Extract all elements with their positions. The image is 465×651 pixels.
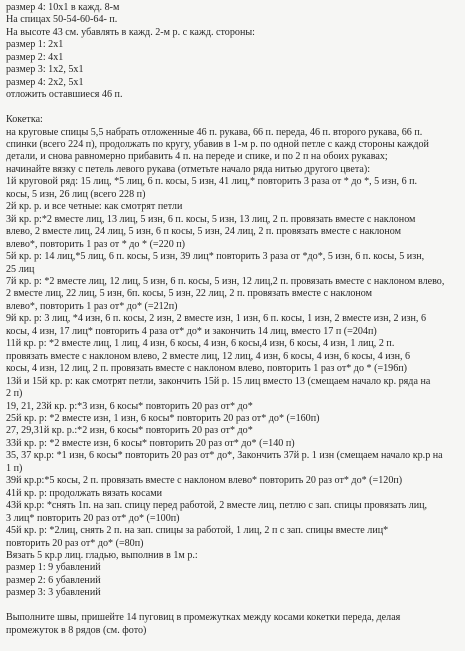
text-line: 1й круговой ряд: 15 лиц, *5 лиц, 6 п. косы, 5 изн, 41 лиц,* повторить 3 раза от * до *, 5 изн, 6 п. <box>6 176 418 188</box>
text-line: начинайте вязку с петель левого рукава (отметьте начало ряда нитью другого цвета): <box>6 163 371 175</box>
text-line: 41й кр. р: продолжать вязать косами <box>6 487 162 499</box>
text-line: размер 4: 2х2, 5х1 <box>6 76 84 88</box>
text-line: провязать вместе с наклоном влево, 2 вместе лиц, 12 лиц, 4 изн, 6 косы, 4 изн, 6 косы, 4 изн, 6 <box>6 350 411 362</box>
text-line: 27, 29,31й кр. р.:*2 изн, 6 косы* повторить 20 раз от* до* <box>6 425 253 437</box>
text-line: 3й кр. р:*2 вместе лиц, 13 лиц, 5 изн, 6 п. косы, 5 изн, 13 лиц, 2 п. провязать вместе с наклоном <box>6 213 416 225</box>
text-line: 2 вместе лиц, 22 лиц, 5 изн, 6п. косы, 5 изн, 22 лиц, 2 п. провязать вместе с наклоном <box>6 288 373 300</box>
text-line: 19, 21, 23й кр. р:*3 изн, 6 косы* повторить 20 раз от* до* <box>6 400 253 412</box>
text-line: 7й кр. р: *2 вместе лиц, 12 лиц, 5 изн, 6 п. косы, 5 изн, 12 лиц,2 п. провязать вместе с наклоном влево, <box>6 276 445 288</box>
text-line: На высоте 43 см. убавлять в кажд. 2-м р. с кажд. стороны: <box>6 26 255 38</box>
yoke-section <box>6 114 458 600</box>
text-line: 39й кр.р:*5 косы, 2 п. провязать вместе с наклоном влево* повторить 20 раз от* до* (=120п) <box>6 475 403 487</box>
text-line: 13й и 15й кр. р: как смотрят петли, закончить 15й р. 15 лиц вместо 13 (смещаем начало кр. ряда на <box>6 375 431 387</box>
text-line: промежуток в 8 рядов (см. фото) <box>6 624 147 636</box>
text-line: косы, 5 изн, 26 лиц (всего 228 п) <box>6 188 146 200</box>
text-line: 35, 37 кр.р: *1 изн, 6 косы* повторить 20 раз от* до*, Закончить 37й р. 1 изн (смещаем начало кр.р на <box>6 450 443 462</box>
text-line: размер 2: 6 убавлений <box>6 574 101 586</box>
text-line: спинки (всего 224 п), продолжать по кругу, убавив в 1-м р. по одной петле с кажд стороны каждой <box>6 139 429 151</box>
text-line: 2й кр. р. и все четные: как смотрят петли <box>6 201 183 213</box>
text-line: 1 п) <box>6 462 23 474</box>
text-line: косы, 4 изн, 12 лиц, 2 п. провязать вместе с наклоном влево, повторить 1 раз от* до * (=196п) <box>6 363 408 375</box>
text-line: 5й кр. р: 14 лиц,*5 лиц, 6 п. косы, 5 изн, 39 лиц* повторить 3 раза от *до*, 5 изн, 6 п. косы, 5 изн, <box>6 251 425 263</box>
text-line: 11й кр. р: *2 вместе лиц, 1 лиц, 4 изн, 6 косы, 4 изн, 6 косы,4 изн, 6 косы, 4 изн, 1 лиц, 2 п. <box>6 338 395 350</box>
text-line: влево*, повторить 1 раз от * до * (=220 п) <box>6 238 186 250</box>
text-line: 33й кр. р: *2 вместе изн, 6 косы* повторить 20 раз от* до* (=140 п) <box>6 437 295 449</box>
text-line: размер 3: 3 убавлений <box>6 587 101 599</box>
text-line: размер 1: 9 убавлений <box>6 562 101 574</box>
text-line: 45й кр. р: *2лиц, снять 2 п. на зап. спицы за работой, 1 лиц, 2 п с зап. спицы вместе лиц* <box>6 525 389 537</box>
text-line: 2 п) <box>6 388 23 400</box>
sleeve-decreases-section <box>6 2 458 102</box>
pattern-instructions <box>6 2 458 637</box>
text-line: отложить оставшиеся 46 п. <box>6 89 123 101</box>
text-line: размер 4: 10х1 в кажд. 8-м <box>6 2 120 13</box>
section-heading: Кокетка: <box>6 114 43 126</box>
text-line: влево*, повторить 1 раз от* до* (=212п) <box>6 300 178 312</box>
text-line: размер 3: 1х2, 5х1 <box>6 64 84 76</box>
text-line: 25 лиц <box>6 263 35 275</box>
text-line: 3 лиц* повторить 20 раз от* до* (=100п) <box>6 512 180 524</box>
text-line: детали, и снова равномерно прибавить 4 п. на переде и спике, и по 2 п на обоих рукавах; <box>6 151 388 163</box>
text-line: 43й кр.р: *снять 1п. на зап. спицу перед работой, 2 вместе лиц, петлю с зап. спицы провязать лиц, <box>6 500 428 512</box>
text-line: повторить 20 раз от* до* (=80п) <box>6 537 144 549</box>
text-line: на круговые спицы 5,5 набрать отложенные 46 п. рукава, 66 п. переда, 46 п. второго рукава, 66 п. <box>6 126 423 138</box>
text-line: 25й кр. р: *2 вместе изн, 1 изн, 6 косы* повторить 20 раз от* до* (=160п) <box>6 413 320 424</box>
text-line: Выполните швы, пришейте 14 пуговиц в промежутках между косами кокетки переда, делая <box>6 612 401 624</box>
text-line: Вязать 5 кр.р лиц. гладью, выполнив в 1м р.: <box>6 549 198 561</box>
text-line: размер 2: 4х1 <box>6 51 64 63</box>
text-line: 9й кр. р: 3 лиц, *4 изн, 6 п. косы, 2 изн, 2 вместе изн, 1 изн, 6 п. косы, 1 изн, 2 вместе изн, 2 изн, 6 <box>6 313 426 325</box>
finishing-section <box>6 612 458 637</box>
text-line: косы, 4 изн, 17 лиц* повторить 4 раза от* до* и закончить 14 лиц, вместо 17 п (=204п) <box>6 325 377 337</box>
text-line: размер 1: 2х1 <box>6 39 64 51</box>
text-line: На спицах 50-54-60-64- п. <box>6 14 118 26</box>
text-line: влево, 2 вместе лиц, 24 лиц, 5 изн, 6 п косы, 5 изн, 24 лиц, 2 п. провязать вместе с наклоном <box>6 226 401 238</box>
